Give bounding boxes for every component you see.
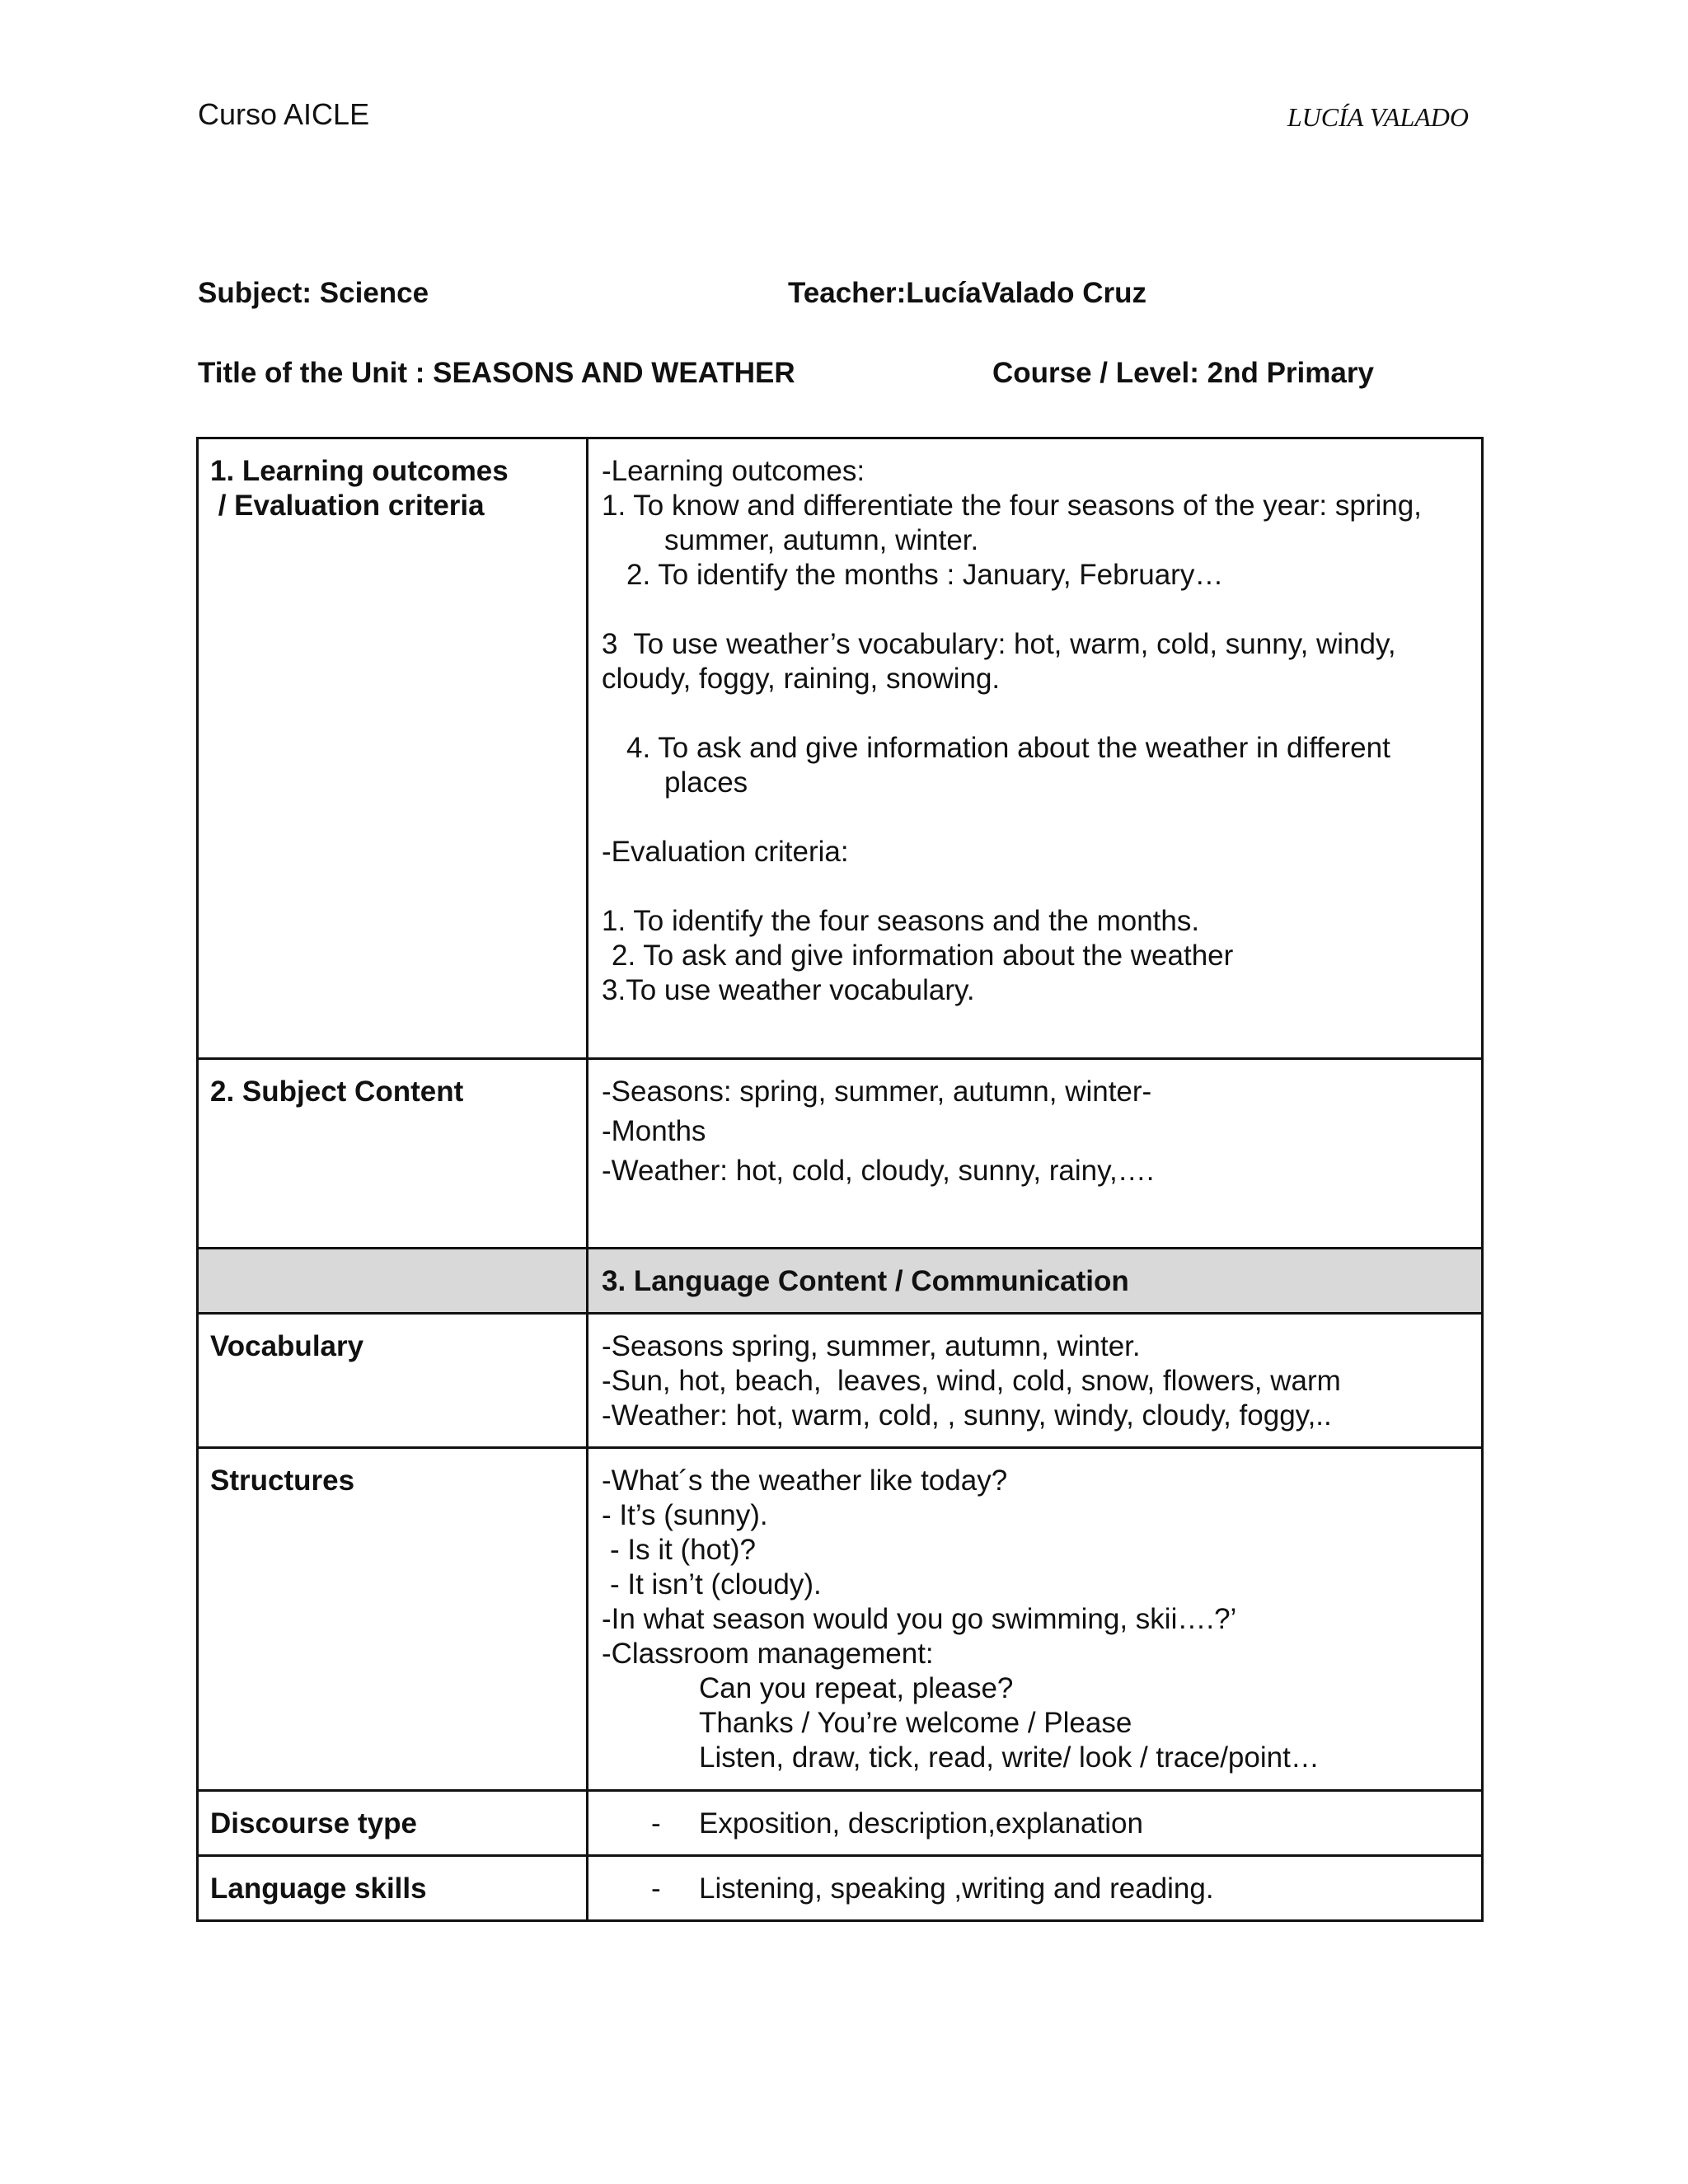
text-line: -Weather: hot, cold, cloudy, sunny, rainy,…. [602,1155,1155,1187]
text-line: 4. To ask and give information about the weather in different [626,732,1390,764]
text-line: Exposition, description,explanation [699,1807,1143,1840]
spacer [602,696,1468,731]
language-skills-label: Language skills [198,1856,588,1921]
language-content-header: 3. Language Content / Communication [588,1249,1483,1314]
subject-content-content [588,1059,1483,1249]
learning-outcomes-content [588,438,1483,1059]
text-line: 3 To use weather’s vocabulary: hot, warm, cold, sunny, windy, [602,628,1396,660]
label-line: 1. Learning outcomes [210,455,509,487]
text-line: summer, autumn, winter. [664,524,979,556]
discourse-type-content [588,1791,1483,1856]
unit-plan-table [196,437,1484,1922]
text-line: Listening, speaking ,writing and reading. [699,1872,1214,1905]
text-line: -Evaluation criteria: [602,836,849,868]
discourse-type-label: Discourse type [198,1791,588,1856]
text-line: -Seasons spring, summer, autumn, winter. [602,1330,1141,1362]
text-line: -Sun, hot, beach, leaves, wind, cold, snow, flowers, warm [602,1365,1341,1397]
text-line: -Classroom management: [602,1638,934,1670]
text-line: Thanks / You’re welcome / Please [699,1707,1132,1739]
text-line: 3.To use weather vocabulary. [602,974,975,1006]
text-line: - Is it (hot)? [610,1534,756,1566]
unit-title: Title of the Unit : SEASONS AND WEATHER [198,357,795,389]
text-line: -Learning outcomes: [602,455,865,487]
text-line: -Months [602,1115,706,1147]
language-content-header-row [198,1249,1483,1314]
structures-label: Structures [198,1448,588,1791]
vocabulary-label: Vocabulary [198,1314,588,1448]
teacher-label: Teacher:LucíaValado Cruz [788,277,1147,309]
text-line: -What´s the weather like today? [602,1465,1008,1497]
language-skills-content [588,1856,1483,1921]
vocabulary-row [198,1314,1483,1448]
label-line: / Evaluation criteria [210,490,485,522]
text-line: -Seasons: spring, summer, autumn, winter- [602,1076,1152,1108]
subject-content-label: 2. Subject Content [198,1059,588,1249]
discourse-type-row [198,1791,1483,1856]
dash-bullet: - [651,1872,661,1905]
text-line: Can you repeat, please? [699,1672,1014,1704]
spacer [602,869,1468,904]
learning-outcomes-label [198,438,588,1059]
text-line: 2. To identify the months : January, February… [626,559,1224,591]
dash-bullet: - [651,1807,661,1840]
bullet-line [602,1807,1468,1841]
shaded-empty-cell [198,1249,588,1314]
structures-row [198,1448,1483,1791]
text-line: -In what season would you go swimming, skii….?’ [602,1603,1237,1635]
structures-content [588,1448,1483,1791]
header-course: Curso AICLE [198,97,370,131]
text-line: 1. To identify the four seasons and the months. [602,905,1200,937]
text-line: -Weather: hot, warm, cold, , sunny, windy, cloudy, foggy,.. [602,1399,1332,1432]
subject-label: Subject: Science [198,277,429,309]
learning-outcomes-row [198,438,1483,1059]
text-line: - It’s (sunny). [602,1499,768,1531]
header-author: LUCÍA VALADO [1287,102,1469,132]
text-line: places [664,766,748,799]
text-line: 2. To ask and give information about the weather [612,940,1234,972]
text-line: - It isn’t (cloudy). [610,1568,822,1601]
subject-content-row [198,1059,1483,1249]
spacer [602,593,1468,627]
text-line: Listen, draw, tick, read, write/ look / trace/point… [699,1741,1320,1774]
course-level: Course / Level: 2nd Primary [992,357,1374,389]
text-line: 1. To know and differentiate the four seasons of the year: spring, [602,490,1422,522]
text-line: cloudy, foggy, raining, snowing. [602,663,1001,695]
spacer [602,800,1468,835]
vocabulary-content [588,1314,1483,1448]
bullet-line [602,1872,1468,1906]
language-skills-row [198,1856,1483,1921]
